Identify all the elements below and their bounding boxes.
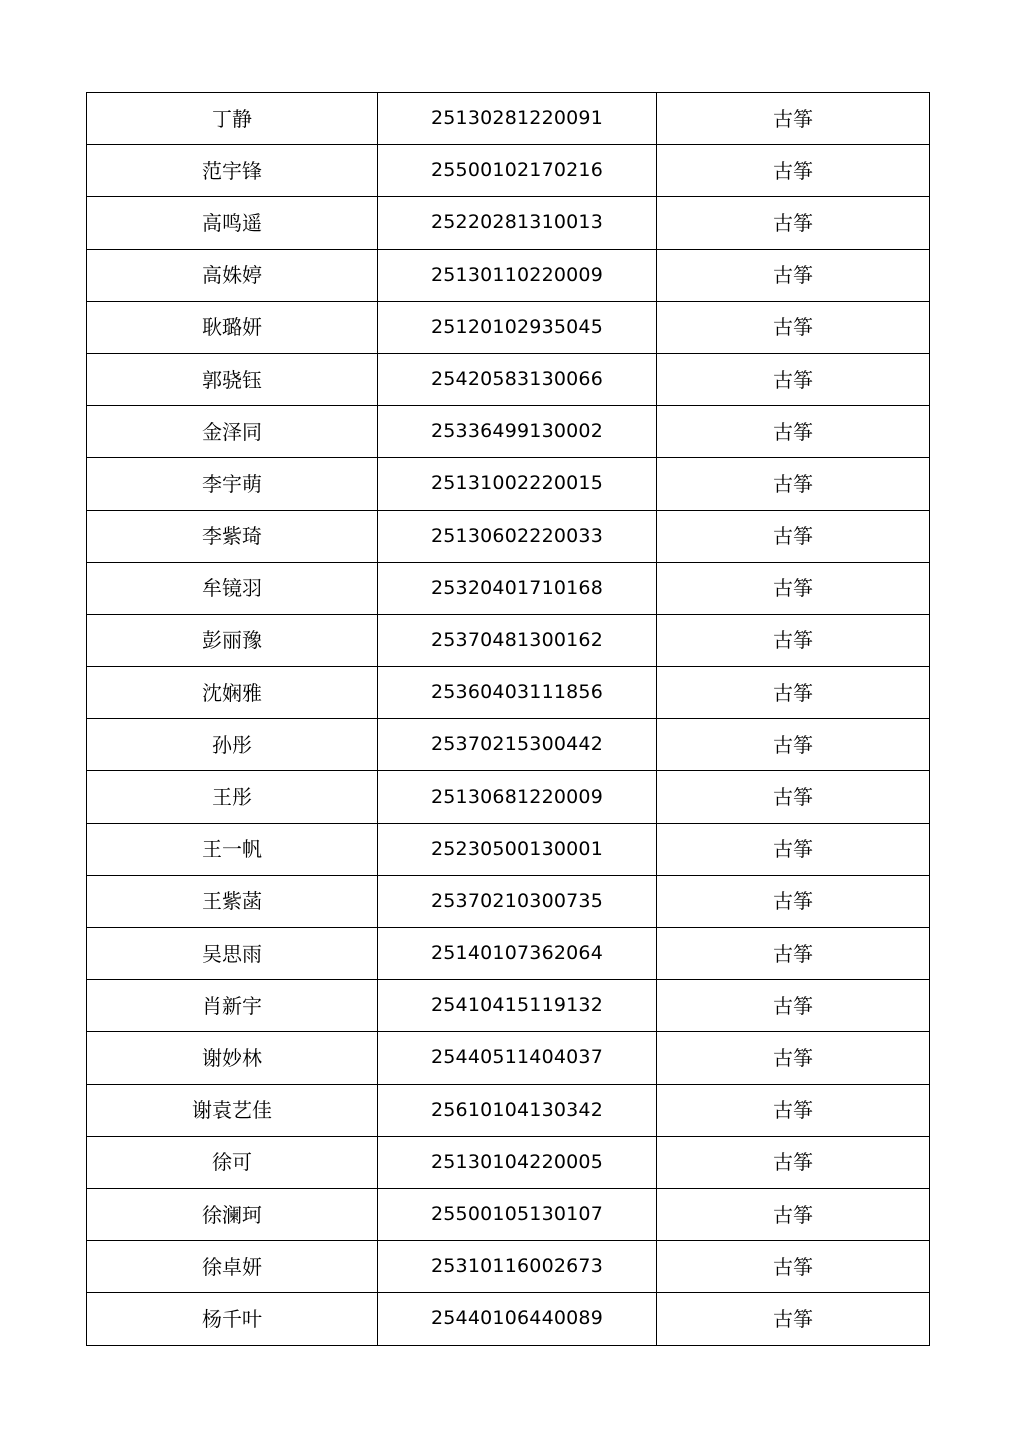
instrument-cell: 古筝 <box>657 875 930 927</box>
candidate-name-cell: 徐可 <box>87 1136 378 1188</box>
instrument-cell: 古筝 <box>657 1293 930 1345</box>
candidate-id-cell: 25440511404037 <box>378 1032 657 1084</box>
candidate-name-cell: 徐卓妍 <box>87 1241 378 1293</box>
candidate-name-cell: 谢袁艺佳 <box>87 1084 378 1136</box>
candidate-id-cell: 25610104130342 <box>378 1084 657 1136</box>
candidate-name-cell: 高鸣遥 <box>87 197 378 249</box>
candidate-name-cell: 郭骁钰 <box>87 353 378 405</box>
table-row <box>87 145 930 197</box>
table-row <box>87 1188 930 1240</box>
candidate-name-cell: 王一帆 <box>87 823 378 875</box>
candidate-id-cell: 25130602220033 <box>378 510 657 562</box>
candidate-name-cell: 王彤 <box>87 771 378 823</box>
table-row <box>87 301 930 353</box>
instrument-cell: 古筝 <box>657 771 930 823</box>
candidate-name-cell: 王紫菡 <box>87 875 378 927</box>
candidate-name-cell: 谢妙林 <box>87 1032 378 1084</box>
candidate-id-cell: 25360403111856 <box>378 667 657 719</box>
instrument-cell: 古筝 <box>657 719 930 771</box>
candidate-id-cell: 25320401710168 <box>378 562 657 614</box>
table-row <box>87 510 930 562</box>
table-row <box>87 614 930 666</box>
instrument-cell: 古筝 <box>657 1136 930 1188</box>
table-row <box>87 1032 930 1084</box>
candidate-name-cell: 孙彤 <box>87 719 378 771</box>
instrument-cell: 古筝 <box>657 614 930 666</box>
table-row <box>87 980 930 1032</box>
instrument-cell: 古筝 <box>657 823 930 875</box>
candidate-name-cell: 彭丽豫 <box>87 614 378 666</box>
table-row <box>87 1293 930 1345</box>
table-row <box>87 197 930 249</box>
candidate-id-cell: 25140107362064 <box>378 928 657 980</box>
table-row <box>87 1241 930 1293</box>
candidate-name-cell: 沈娴雅 <box>87 667 378 719</box>
candidate-name-cell: 范宇锋 <box>87 145 378 197</box>
instrument-cell: 古筝 <box>657 197 930 249</box>
candidate-name-cell: 高姝婷 <box>87 249 378 301</box>
instrument-cell: 古筝 <box>657 1032 930 1084</box>
candidate-name-cell: 耿璐妍 <box>87 301 378 353</box>
candidate-name-cell: 徐澜珂 <box>87 1188 378 1240</box>
table-row <box>87 823 930 875</box>
table-row <box>87 928 930 980</box>
candidate-id-cell: 25130681220009 <box>378 771 657 823</box>
instrument-cell: 古筝 <box>657 353 930 405</box>
table-row <box>87 562 930 614</box>
candidate-id-cell: 25500105130107 <box>378 1188 657 1240</box>
table-row <box>87 353 930 405</box>
candidate-id-cell: 25120102935045 <box>378 301 657 353</box>
candidate-id-cell: 25130110220009 <box>378 249 657 301</box>
instrument-cell: 古筝 <box>657 980 930 1032</box>
candidate-name-cell: 李紫琦 <box>87 510 378 562</box>
candidate-name-cell: 肖新宇 <box>87 980 378 1032</box>
candidate-id-cell: 25440106440089 <box>378 1293 657 1345</box>
instrument-cell: 古筝 <box>657 406 930 458</box>
candidate-id-cell: 25370481300162 <box>378 614 657 666</box>
table-row <box>87 719 930 771</box>
candidate-name-cell: 杨千叶 <box>87 1293 378 1345</box>
candidate-table-body <box>87 93 930 1346</box>
candidate-name-cell: 吴思雨 <box>87 928 378 980</box>
table-row <box>87 667 930 719</box>
instrument-cell: 古筝 <box>657 1241 930 1293</box>
candidate-table <box>86 92 930 1346</box>
instrument-cell: 古筝 <box>657 1188 930 1240</box>
instrument-cell: 古筝 <box>657 510 930 562</box>
table-row <box>87 406 930 458</box>
candidate-id-cell: 25336499130002 <box>378 406 657 458</box>
candidate-name-cell: 李宇萌 <box>87 458 378 510</box>
instrument-cell: 古筝 <box>657 145 930 197</box>
candidate-name-cell: 牟镜羽 <box>87 562 378 614</box>
candidate-id-cell: 25370215300442 <box>378 719 657 771</box>
candidate-id-cell: 25130281220091 <box>378 93 657 145</box>
table-row <box>87 1136 930 1188</box>
candidate-id-cell: 25370210300735 <box>378 875 657 927</box>
candidate-name-cell: 金泽同 <box>87 406 378 458</box>
instrument-cell: 古筝 <box>657 93 930 145</box>
instrument-cell: 古筝 <box>657 458 930 510</box>
instrument-cell: 古筝 <box>657 1084 930 1136</box>
candidate-id-cell: 25420583130066 <box>378 353 657 405</box>
instrument-cell: 古筝 <box>657 562 930 614</box>
candidate-id-cell: 25500102170216 <box>378 145 657 197</box>
candidate-id-cell: 25230500130001 <box>378 823 657 875</box>
table-row <box>87 875 930 927</box>
candidate-id-cell: 25131002220015 <box>378 458 657 510</box>
candidate-id-cell: 25130104220005 <box>378 1136 657 1188</box>
candidate-name-cell: 丁静 <box>87 93 378 145</box>
candidate-id-cell: 25220281310013 <box>378 197 657 249</box>
table-row <box>87 249 930 301</box>
instrument-cell: 古筝 <box>657 928 930 980</box>
table-row <box>87 771 930 823</box>
table-row <box>87 1084 930 1136</box>
table-row <box>87 93 930 145</box>
candidate-id-cell: 25310116002673 <box>378 1241 657 1293</box>
instrument-cell: 古筝 <box>657 249 930 301</box>
instrument-cell: 古筝 <box>657 667 930 719</box>
candidate-id-cell: 25410415119132 <box>378 980 657 1032</box>
table-row <box>87 458 930 510</box>
instrument-cell: 古筝 <box>657 301 930 353</box>
